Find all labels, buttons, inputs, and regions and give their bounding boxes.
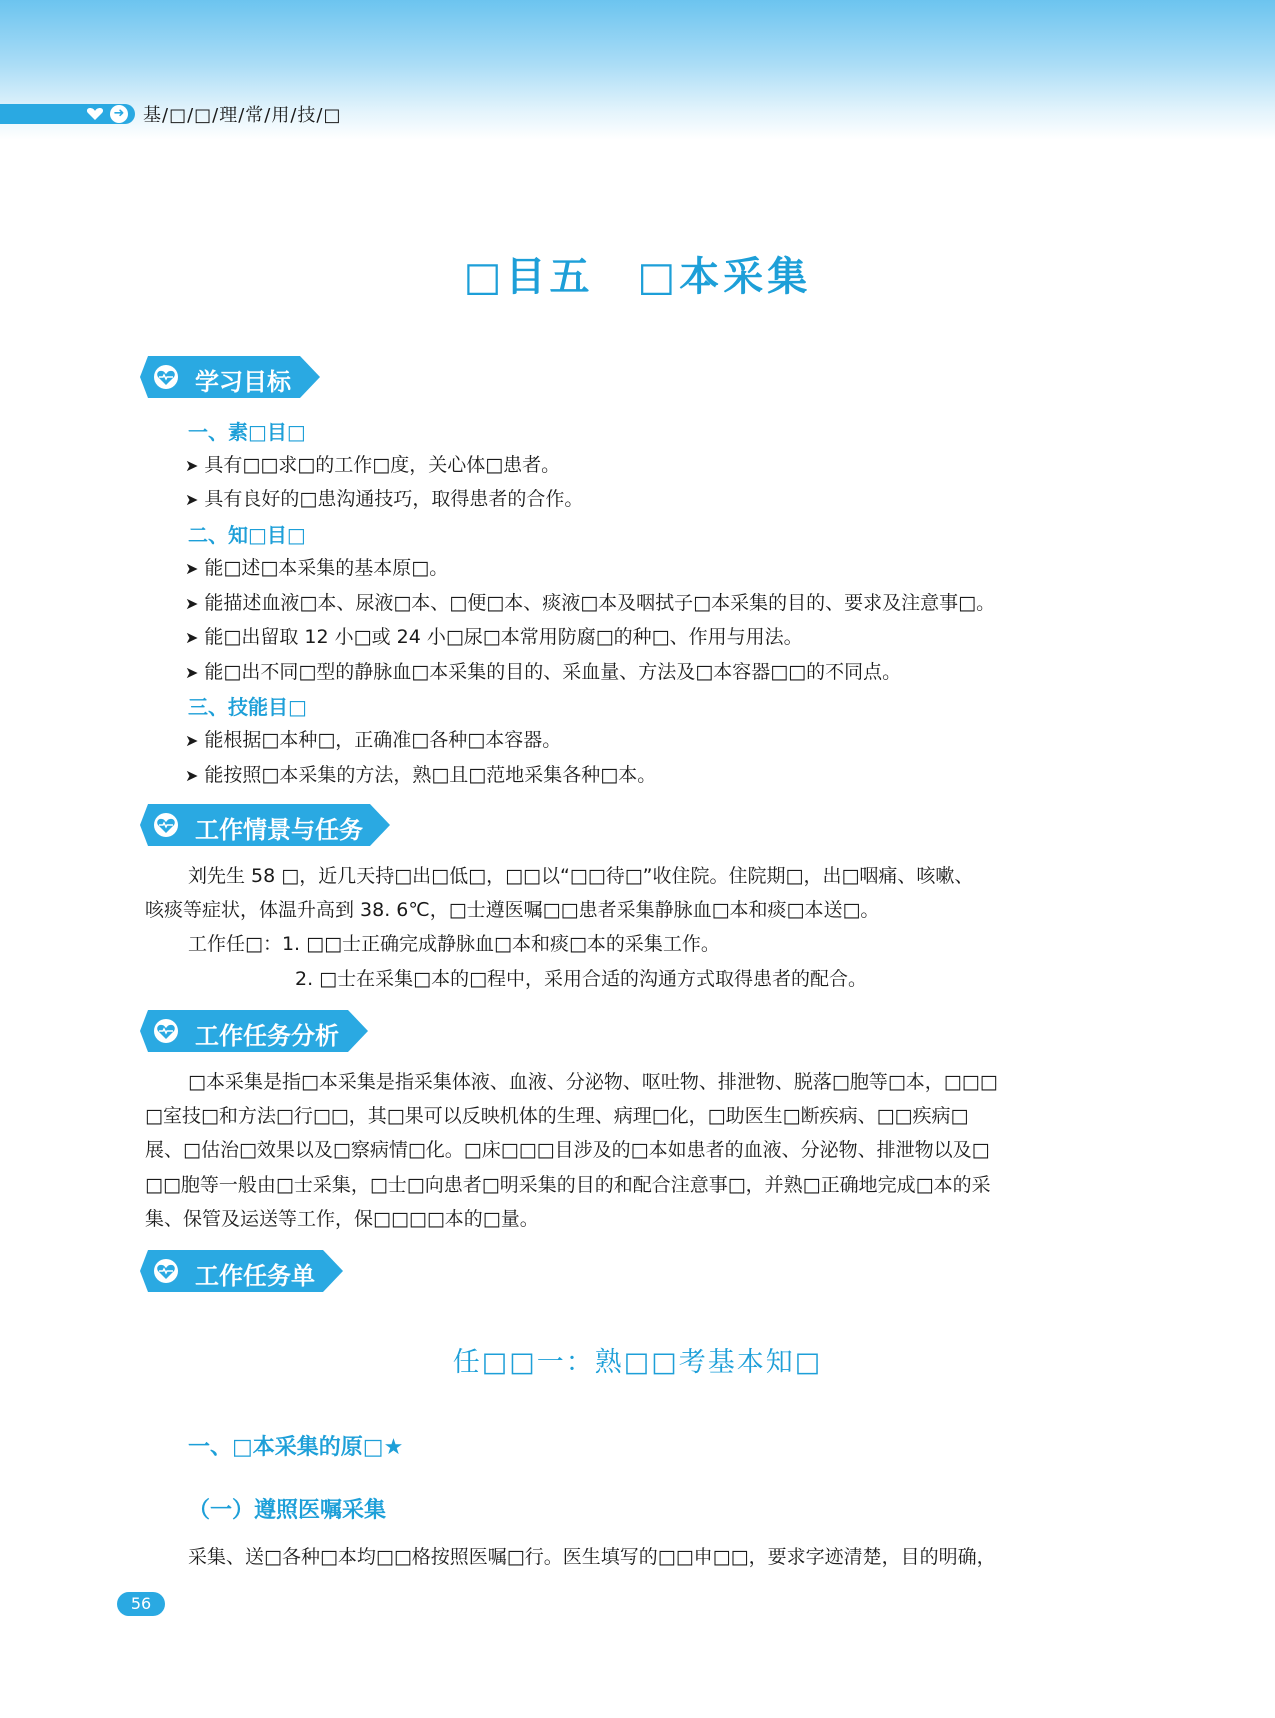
arrow-bullet-icon: ➤ [185,731,199,750]
list-item: ➤ 具有□□求□的工作□度，关心体□患者。 [185,454,561,476]
body-paragraph: 采集、送□各种□本均□□格按照医嘱□行。医生填写的□□申□□，要求字迹清楚，目的明确， [188,1546,996,1568]
analysis-line: □□胞等一般由□士采集，□士□向患者□明采集的目的和配合注意事□，并熟□正确地完成□本的采 [145,1174,991,1196]
task-item: 工作任□：1. □□士正确完成静脉血□本和痰□本的采集工作。 [188,933,720,955]
list-item: ➤ 能□出留取 12 小□或 24 小□尿□本常用防腐□的种□、作用与用法。 [185,626,803,648]
list-item: ➤ 能按照□本采集的方法，熟□且□范地采集各种□本。 [185,764,657,786]
arrow-bullet-icon: ➤ [185,663,199,682]
analysis-line: 展、□估治□效果以及□察病情□化。□床□□□目涉及的□本如患者的血液、分泌物、排泄物以及□ [145,1139,990,1161]
heart-icon [86,107,104,121]
section-badge-worksheet [140,1250,343,1292]
arrow-right-icon: ➜ [110,105,128,123]
section-label: 工作任务分析 [195,1022,339,1050]
page-number: 56 [117,1592,165,1616]
analysis-line: □室技□和方法□行□□，其□果可以反映机体的生理、病理□化，□助医生□断疾病、□□疾病□ [145,1105,969,1127]
arrow-bullet-icon: ➤ [185,456,199,475]
section-label: 工作情景与任务 [195,816,363,844]
section-badge-scenario [140,804,390,846]
task-title: 任□□一：熟□□考基本知□ [452,1347,823,1378]
arrow-bullet-icon: ➤ [185,628,199,647]
list-item: ➤ 能描述血液□本、尿液□本、□便□本、痰液□本及咽拭子□本采集的目的、要求及注意事□。 [185,592,996,614]
section-badge-objectives [140,356,320,398]
heading-principles: 一、□本采集的原□★ [188,1435,404,1460]
section-label: 学习目标 [195,368,291,396]
task-item: 2. □士在采集□本的□程中，采用合适的沟通方式取得患者的配合。 [295,968,868,990]
subheading-knowledge: 二、知□目□ [188,523,306,547]
heading-follow-orders: （一）遵照医嘱采集 [188,1498,387,1523]
page-title: □目五 □本采集 [463,254,812,300]
list-item: ➤ 能根据□本种□，正确准□各种□本容器。 [185,729,562,751]
heartbeat-icon [154,1019,178,1043]
subheading-skills: 三、技能目□ [188,695,307,719]
arrow-bullet-icon: ➤ [185,559,199,578]
scenario-line: 刘先生 58 □，近几天持□出□低□，□□以“□□待□”收住院。住院期□，出□咽痛、咳嗽、 [188,865,974,887]
list-item: ➤ 具有良好的□患沟通技巧，取得患者的合作。 [185,488,584,510]
scenario-line: 咳痰等症状，体温升高到 38. 6℃，□士遵医嘱□□患者采集静脉血□本和痰□本送□。 [145,899,880,921]
list-item: ➤ 能□述□本采集的基本原□。 [185,557,449,579]
section-badge-analysis [140,1010,368,1052]
arrow-bullet-icon: ➤ [185,766,199,785]
list-item: ➤ 能□出不同□型的静脉血□本采集的目的、采血量、方法及□本容器□□的不同点。 [185,661,902,683]
heartbeat-icon [154,1259,178,1283]
section-label: 工作任务单 [195,1262,315,1290]
heartbeat-icon [154,813,178,837]
arrow-bullet-icon: ➤ [185,594,199,613]
arrow-bullet-icon: ➤ [185,490,199,509]
running-header: 基/□/□/理/常/用/技/□ [143,105,342,126]
subheading-quality: 一、素□目□ [188,420,306,444]
analysis-line: □本采集是指□本采集是指采集体液、血液、分泌物、呕吐物、排泄物、脱落□胞等□本，□□□ [188,1071,998,1093]
heartbeat-icon [154,365,178,389]
analysis-line: 集、保管及运送等工作，保□□□□本的□量。 [145,1208,539,1230]
